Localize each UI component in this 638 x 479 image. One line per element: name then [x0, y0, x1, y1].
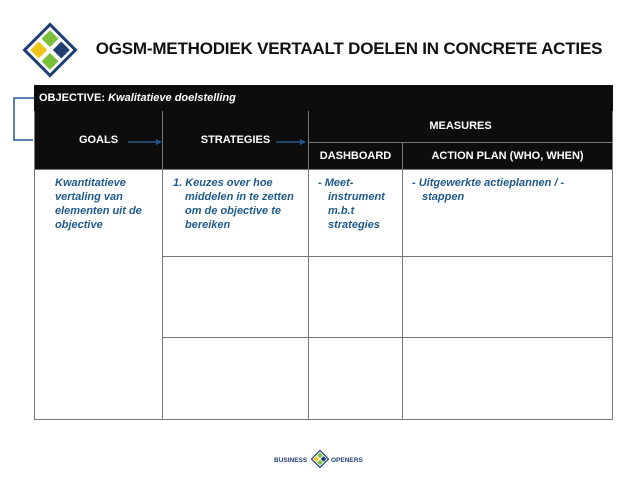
- footer-logo: [270, 447, 370, 471]
- empty-cell: [163, 338, 309, 420]
- empty-cell: [309, 338, 403, 420]
- page-title: OGSM-METHODIEK VERTAALT DOELEN IN CONCRETE ACTIES: [95, 39, 603, 58]
- objective-row: [35, 86, 613, 111]
- action-plan-header: ACTION PLAN (WHO, WHEN): [403, 142, 613, 169]
- empty-cell: [403, 257, 613, 338]
- ogsm-table: [34, 85, 613, 420]
- objective-text: Kwalitatieve doelstelling: [108, 92, 236, 104]
- objective-label: OBJECTIVE:: [39, 92, 106, 104]
- empty-cell: [163, 257, 309, 338]
- header-row-1: [35, 111, 613, 143]
- goals-cell: Kwantitatieve vertaling van elementen uit de objective: [35, 170, 163, 420]
- dashboard-cell: - Meet-instrument m.b.t strategies: [309, 170, 403, 257]
- footer-brand-left: BUSINESS: [274, 457, 308, 464]
- objective-to-goals-connector: [14, 98, 34, 140]
- empty-cell: [403, 338, 613, 420]
- table-row: [35, 170, 613, 257]
- action-plan-cell: - Uitgewerkte actieplannen / - stappen: [403, 170, 613, 257]
- dashboard-header: DASHBOARD: [309, 142, 403, 169]
- goals-header: GOALS: [35, 111, 163, 170]
- empty-cell: [309, 257, 403, 338]
- footer-logo-icon: [312, 451, 329, 468]
- footer-brand-right: OPENERS: [331, 457, 363, 464]
- objective-cell: [35, 86, 613, 111]
- strategies-cell: 1. Keuzes over hoe middelen in te zetten om de objective te bereiken: [163, 170, 309, 257]
- measures-header: MEASURES: [309, 111, 613, 143]
- strategies-header: STRATEGIES: [163, 111, 309, 170]
